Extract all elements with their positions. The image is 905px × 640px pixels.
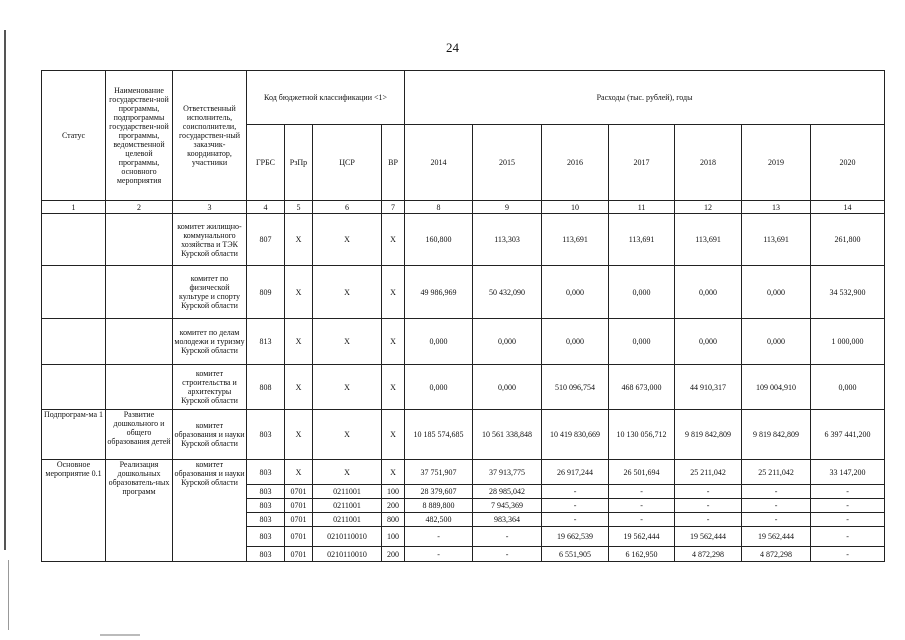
column-number: 8 (405, 201, 473, 214)
column-number: 2 (106, 201, 173, 214)
value-2014: 10 185 574,685 (405, 410, 473, 460)
value-2018: - (675, 485, 742, 499)
value-2018: 19 562,444 (675, 527, 742, 547)
column-number: 1 (42, 201, 106, 214)
column-number: 3 (173, 201, 247, 214)
value-2014: 49 986,969 (405, 266, 473, 319)
responsible-cell: комитет образования и науки Курской области (173, 460, 247, 562)
header-year: 2020 (811, 125, 885, 201)
csr-cell: 0211001 (313, 499, 382, 513)
table-row (42, 410, 885, 460)
value-2014: 8 889,800 (405, 499, 473, 513)
vr-cell: Х (382, 319, 405, 365)
value-2020: 33 147,200 (811, 460, 885, 485)
value-2016: 0,000 (542, 319, 609, 365)
value-2016: 113,691 (542, 214, 609, 266)
vr-cell: 100 (382, 485, 405, 499)
column-number: 10 (542, 201, 609, 214)
value-2017: 0,000 (609, 266, 675, 319)
value-2016: - (542, 499, 609, 513)
column-number-row (42, 201, 885, 214)
value-2016: 6 551,905 (542, 547, 609, 562)
vr-cell: 100 (382, 527, 405, 547)
name-cell (106, 319, 173, 365)
value-2017: 19 562,444 (609, 527, 675, 547)
responsible-cell: комитет жилищно-коммунального хозяйства и ТЭК Курской области (173, 214, 247, 266)
vr-cell: Х (382, 214, 405, 266)
value-2015: 113,303 (473, 214, 542, 266)
csr-cell: Х (313, 410, 382, 460)
value-2018: 4 872,298 (675, 547, 742, 562)
column-number: 9 (473, 201, 542, 214)
rzpr-cell: 0701 (285, 513, 313, 527)
value-2017: - (609, 485, 675, 499)
grbs-cell: 803 (247, 410, 285, 460)
vr-cell: 200 (382, 547, 405, 562)
rzpr-cell: Х (285, 365, 313, 410)
column-number: 5 (285, 201, 313, 214)
value-2018: 0,000 (675, 266, 742, 319)
value-2020: - (811, 547, 885, 562)
value-2019: - (742, 485, 811, 499)
value-2019: 0,000 (742, 266, 811, 319)
value-2014: 482,500 (405, 513, 473, 527)
csr-cell: 0210110010 (313, 547, 382, 562)
column-number: 14 (811, 201, 885, 214)
value-2015: 983,364 (473, 513, 542, 527)
value-2014: - (405, 527, 473, 547)
responsible-cell: комитет образования и науки Курской области (173, 410, 247, 460)
value-2019: - (742, 513, 811, 527)
value-2016: 19 662,539 (542, 527, 609, 547)
grbs-cell: 808 (247, 365, 285, 410)
grbs-cell: 803 (247, 527, 285, 547)
csr-cell: Х (313, 214, 382, 266)
value-2020: 34 532,900 (811, 266, 885, 319)
value-2015: 0,000 (473, 319, 542, 365)
vr-cell: Х (382, 410, 405, 460)
rzpr-cell: 0701 (285, 527, 313, 547)
status-cell (42, 319, 106, 365)
rzpr-cell: Х (285, 319, 313, 365)
value-2019: 9 819 842,809 (742, 410, 811, 460)
value-2017: 113,691 (609, 214, 675, 266)
value-2015: 7 945,369 (473, 499, 542, 513)
value-2014: 37 751,907 (405, 460, 473, 485)
value-2014: 0,000 (405, 365, 473, 410)
name-cell (106, 266, 173, 319)
value-2020: 1 000,000 (811, 319, 885, 365)
value-2014: 0,000 (405, 319, 473, 365)
value-2020: - (811, 485, 885, 499)
csr-cell: 0210110010 (313, 527, 382, 547)
header-rzpr: РзПр (285, 125, 313, 201)
value-2020: 261,800 (811, 214, 885, 266)
rzpr-cell: 0701 (285, 485, 313, 499)
csr-cell: Х (313, 460, 382, 485)
table-row (42, 460, 885, 485)
page-edge-line (4, 30, 6, 550)
value-2015: 0,000 (473, 365, 542, 410)
table-row (42, 365, 885, 410)
value-2019: 25 211,042 (742, 460, 811, 485)
value-2020: - (811, 527, 885, 547)
rzpr-cell: Х (285, 410, 313, 460)
rzpr-cell: 0701 (285, 499, 313, 513)
csr-cell: Х (313, 319, 382, 365)
grbs-cell: 803 (247, 547, 285, 562)
value-2014: 160,800 (405, 214, 473, 266)
value-2020: - (811, 499, 885, 513)
page-number: 24 (446, 40, 459, 55)
value-2015: 28 985,042 (473, 485, 542, 499)
value-2018: - (675, 513, 742, 527)
table-row (42, 266, 885, 319)
status-cell: Основное мероприятие 0.1 (42, 460, 106, 562)
name-cell: Развитие дошкольного и общего образования детей (106, 410, 173, 460)
header-year: 2015 (473, 125, 542, 201)
grbs-cell: 807 (247, 214, 285, 266)
value-2014: 28 379,607 (405, 485, 473, 499)
value-2016: 510 096,754 (542, 365, 609, 410)
value-2016: - (542, 513, 609, 527)
table-row (42, 214, 885, 266)
status-cell (42, 214, 106, 266)
value-2015: 37 913,775 (473, 460, 542, 485)
header-budget-code: Код бюджетной классификации <1> (247, 71, 405, 125)
value-2018: 0,000 (675, 319, 742, 365)
header-year: 2016 (542, 125, 609, 201)
value-2019: - (742, 499, 811, 513)
value-2015: 10 561 338,848 (473, 410, 542, 460)
value-2017: 26 501,694 (609, 460, 675, 485)
vr-cell: Х (382, 365, 405, 410)
grbs-cell: 803 (247, 460, 285, 485)
grbs-cell: 809 (247, 266, 285, 319)
responsible-cell: комитет строительства и архитектуры Курской области (173, 365, 247, 410)
header-responsible: Ответственный исполнитель, соисполнители, государствен-ный заказчик-координатор, участники (173, 71, 247, 201)
rzpr-cell: 0701 (285, 547, 313, 562)
grbs-cell: 803 (247, 513, 285, 527)
value-2015: 50 432,090 (473, 266, 542, 319)
value-2016: 0,000 (542, 266, 609, 319)
header-year: 2019 (742, 125, 811, 201)
responsible-cell: комитет по физической культуре и спорту Курской области (173, 266, 247, 319)
value-2019: 4 872,298 (742, 547, 811, 562)
csr-cell: 0211001 (313, 513, 382, 527)
header-name: Наименование государствен-ной программы, подпрограммы государствен-ной программы, ведомственной целевой программы, основного мероприятия (106, 71, 173, 201)
csr-cell: 0211001 (313, 485, 382, 499)
value-2019: 109 004,910 (742, 365, 811, 410)
value-2018: - (675, 499, 742, 513)
budget-table (41, 70, 885, 562)
page-edge-line (8, 560, 9, 630)
vr-cell: 800 (382, 513, 405, 527)
value-2017: 6 162,950 (609, 547, 675, 562)
header-year: 2017 (609, 125, 675, 201)
value-2020: - (811, 513, 885, 527)
vr-cell: 200 (382, 499, 405, 513)
value-2020: 6 397 441,200 (811, 410, 885, 460)
grbs-cell: 803 (247, 499, 285, 513)
value-2019: 0,000 (742, 319, 811, 365)
value-2015: - (473, 527, 542, 547)
grbs-cell: 803 (247, 485, 285, 499)
value-2016: 26 917,244 (542, 460, 609, 485)
header-status: Статус (42, 71, 106, 201)
name-cell (106, 365, 173, 410)
responsible-cell: комитет по делам молодежи и туризму Курской области (173, 319, 247, 365)
status-cell (42, 365, 106, 410)
column-number: 4 (247, 201, 285, 214)
value-2018: 44 910,317 (675, 365, 742, 410)
value-2019: 19 562,444 (742, 527, 811, 547)
name-cell: Реализация дошкольных образователь-ных программ (106, 460, 173, 562)
table-row (42, 319, 885, 365)
header-vr: ВР (382, 125, 405, 201)
grbs-cell: 813 (247, 319, 285, 365)
column-number: 13 (742, 201, 811, 214)
value-2017: - (609, 513, 675, 527)
value-2018: 25 211,042 (675, 460, 742, 485)
column-number: 12 (675, 201, 742, 214)
value-2015: - (473, 547, 542, 562)
value-2014: - (405, 547, 473, 562)
value-2016: 10 419 830,669 (542, 410, 609, 460)
csr-cell: Х (313, 365, 382, 410)
value-2017: 10 130 056,712 (609, 410, 675, 460)
header-csr: ЦСР (313, 125, 382, 201)
value-2016: - (542, 485, 609, 499)
name-cell (106, 214, 173, 266)
header-year: 2014 (405, 125, 473, 201)
scan-artifact (100, 634, 140, 636)
value-2017: - (609, 499, 675, 513)
value-2017: 0,000 (609, 319, 675, 365)
value-2018: 113,691 (675, 214, 742, 266)
header-grbs: ГРБС (247, 125, 285, 201)
status-cell: Подпрограм-ма 1 (42, 410, 106, 460)
header-year: 2018 (675, 125, 742, 201)
value-2017: 468 673,000 (609, 365, 675, 410)
rzpr-cell: Х (285, 214, 313, 266)
status-cell (42, 266, 106, 319)
vr-cell: Х (382, 266, 405, 319)
rzpr-cell: Х (285, 266, 313, 319)
value-2020: 0,000 (811, 365, 885, 410)
value-2019: 113,691 (742, 214, 811, 266)
value-2018: 9 819 842,809 (675, 410, 742, 460)
column-number: 11 (609, 201, 675, 214)
column-number: 6 (313, 201, 382, 214)
header-expenses: Расходы (тыс. рублей), годы (405, 71, 885, 125)
rzpr-cell: Х (285, 460, 313, 485)
column-number: 7 (382, 201, 405, 214)
csr-cell: Х (313, 266, 382, 319)
vr-cell: Х (382, 460, 405, 485)
